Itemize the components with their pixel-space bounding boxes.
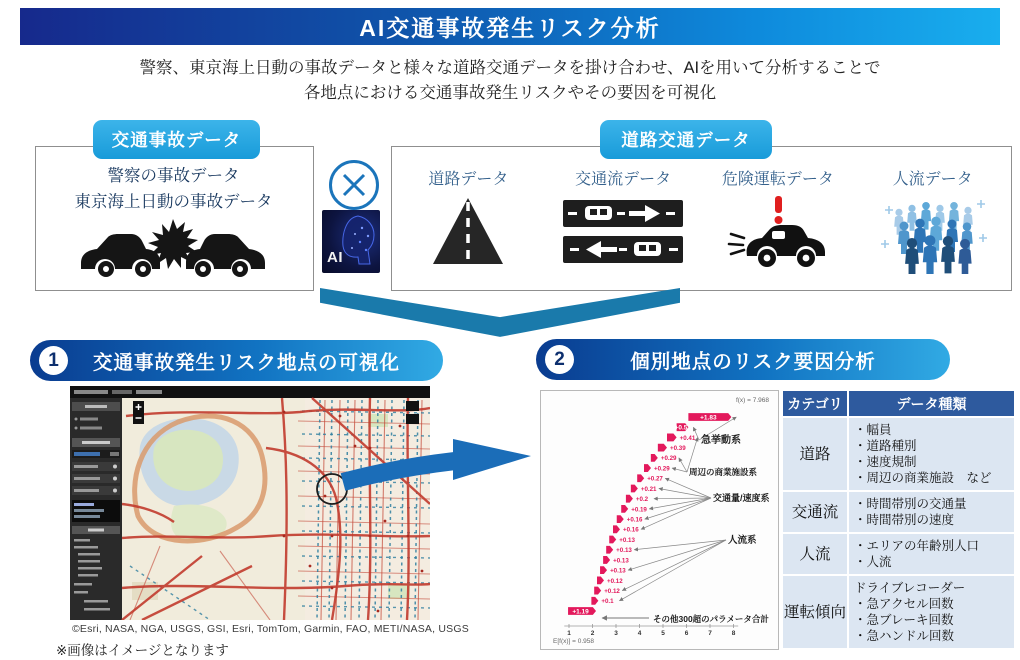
car-crash-icon xyxy=(75,217,271,288)
road-data-items xyxy=(391,160,1010,288)
down-arrow xyxy=(300,283,700,338)
svg-text:E[f(x)] = 0.958: E[f(x)] = 0.958 xyxy=(553,638,595,645)
table-category-driving: 運転傾向 xyxy=(783,576,847,648)
road-data-item-label: 道路データ xyxy=(428,171,509,188)
intro-text xyxy=(0,56,1020,106)
table-data-driving: ドライブレコーダー ・急アクセル回数 ・急ブレーキ回数 ・急ハンドル回数 xyxy=(849,576,1014,648)
ai-label: AI xyxy=(327,249,343,266)
road-data-item-label: 人流データ xyxy=(892,171,973,188)
image-disclaimer-note: ※画像はイメージとなります xyxy=(56,643,229,658)
svg-text:6: 6 xyxy=(684,630,689,637)
svg-text:周辺の商業施設系: 周辺の商業施設系 xyxy=(689,467,758,477)
svg-text:+0.19: +0.19 xyxy=(631,506,647,514)
table-category-people: 人流 xyxy=(783,534,847,574)
road-data-item xyxy=(546,160,701,288)
svg-text:4: 4 xyxy=(637,630,642,637)
svg-text:+0.2: +0.2 xyxy=(635,496,649,504)
svg-text:+0.13: +0.13 xyxy=(616,547,632,555)
svg-text:+0.12: +0.12 xyxy=(607,577,623,585)
svg-text:7: 7 xyxy=(708,630,712,637)
road-data-item-label: 交通流データ xyxy=(575,171,672,188)
road-traffic-data-label: 道路交通データ xyxy=(600,120,772,159)
accident-source-2: 東京海上日動の事故データ xyxy=(74,193,273,211)
table-data-road: ・幅員 ・道路種別 ・速度規制 ・周辺の商業施設 など xyxy=(849,418,1014,490)
svg-text:+0.21: +0.21 xyxy=(640,485,657,493)
section1-number-badge: 1 xyxy=(39,346,68,375)
road-data-item-label: 危険運転データ xyxy=(721,171,834,188)
svg-text:急挙動系: 急挙動系 xyxy=(701,435,741,446)
section1-header xyxy=(30,340,443,381)
svg-text:+1.19: +1.19 xyxy=(572,608,589,616)
svg-text:+0.5: +0.5 xyxy=(674,424,688,432)
data-category-table xyxy=(783,391,1014,648)
traffic-flow-icon xyxy=(563,194,683,273)
svg-text:+0.16: +0.16 xyxy=(622,526,639,534)
table-header-datatype: データ種類 xyxy=(849,391,1014,416)
accident-source-1: 警察の事故データ xyxy=(107,167,240,185)
svg-text:+0.39: +0.39 xyxy=(669,445,686,453)
svg-text:5: 5 xyxy=(661,630,665,637)
svg-text:+0.1: +0.1 xyxy=(601,598,614,606)
svg-text:+0.13: +0.13 xyxy=(619,536,635,544)
accident-data-label: 交通事故データ xyxy=(93,120,260,159)
intro-line-1: 警察、東京海上日動の事故データと様々な道路交通データを掛け合わせ、AIを用いて分析することで xyxy=(139,59,881,77)
svg-text:+0.13: +0.13 xyxy=(613,557,629,565)
svg-text:+0.41: +0.41 xyxy=(679,434,696,442)
table-category-trafficflow: 交通流 xyxy=(783,492,847,532)
svg-text:+0.13: +0.13 xyxy=(610,567,626,575)
accident-data-sources xyxy=(35,163,312,215)
table-data-trafficflow: ・時間帯別の交通量 ・時間帯別の速度 xyxy=(849,492,1014,532)
svg-text:その他300超のパラメータ合計: その他300超のパラメータ合計 xyxy=(653,614,769,624)
multiply-icon xyxy=(329,160,379,210)
map-to-chart-arrow xyxy=(335,432,545,507)
map-attribution: ©Esri, NASA, NGA, USGS, GSI, Esri, TomTom, Garmin, FAO, METI/NASA, USGS xyxy=(72,623,469,635)
section1-title: 交通事故発生リスク地点の可視化 xyxy=(92,351,401,374)
road-data-item xyxy=(391,160,546,288)
ai-image xyxy=(322,210,380,273)
svg-text:3: 3 xyxy=(614,630,618,637)
svg-text:+0.12: +0.12 xyxy=(604,587,620,595)
svg-text:+0.16: +0.16 xyxy=(626,516,643,524)
risk-factor-chart xyxy=(540,390,779,650)
section2-header xyxy=(536,339,950,380)
table-data-people: ・エリアの年齢別人口 ・人流 xyxy=(849,534,1014,574)
title-bar xyxy=(20,8,1000,45)
crowd-icon xyxy=(877,194,989,279)
section2-number-badge: 2 xyxy=(545,345,574,374)
intro-line-2: 各地点における交通事故発生リスクやその要因を可視化 xyxy=(303,84,717,102)
svg-text:2: 2 xyxy=(590,630,595,637)
svg-text:f(x) = 7.968: f(x) = 7.968 xyxy=(735,397,769,404)
dangerous-driving-icon xyxy=(723,194,833,275)
table-header-category: カテゴリ xyxy=(783,391,847,416)
svg-text:+0.29: +0.29 xyxy=(654,465,670,473)
road-data-item xyxy=(855,160,1010,288)
svg-text:+1.83: +1.83 xyxy=(700,414,717,422)
svg-text:人流系: 人流系 xyxy=(728,535,757,546)
svg-text:+0.29: +0.29 xyxy=(660,455,677,463)
table-category-road: 道路 xyxy=(783,418,847,490)
page-title: AI交通事故発生リスク分析 xyxy=(359,15,661,41)
svg-text:交通量/速度系: 交通量/速度系 xyxy=(713,493,770,503)
road-data-item xyxy=(701,160,856,288)
svg-text:8: 8 xyxy=(731,630,736,637)
svg-text:1: 1 xyxy=(567,630,571,637)
digital-head-icon xyxy=(343,216,374,264)
road-icon xyxy=(425,194,511,273)
section2-title: 個別地点のリスク要因分析 xyxy=(630,350,876,373)
svg-text:+0.27: +0.27 xyxy=(647,475,663,483)
